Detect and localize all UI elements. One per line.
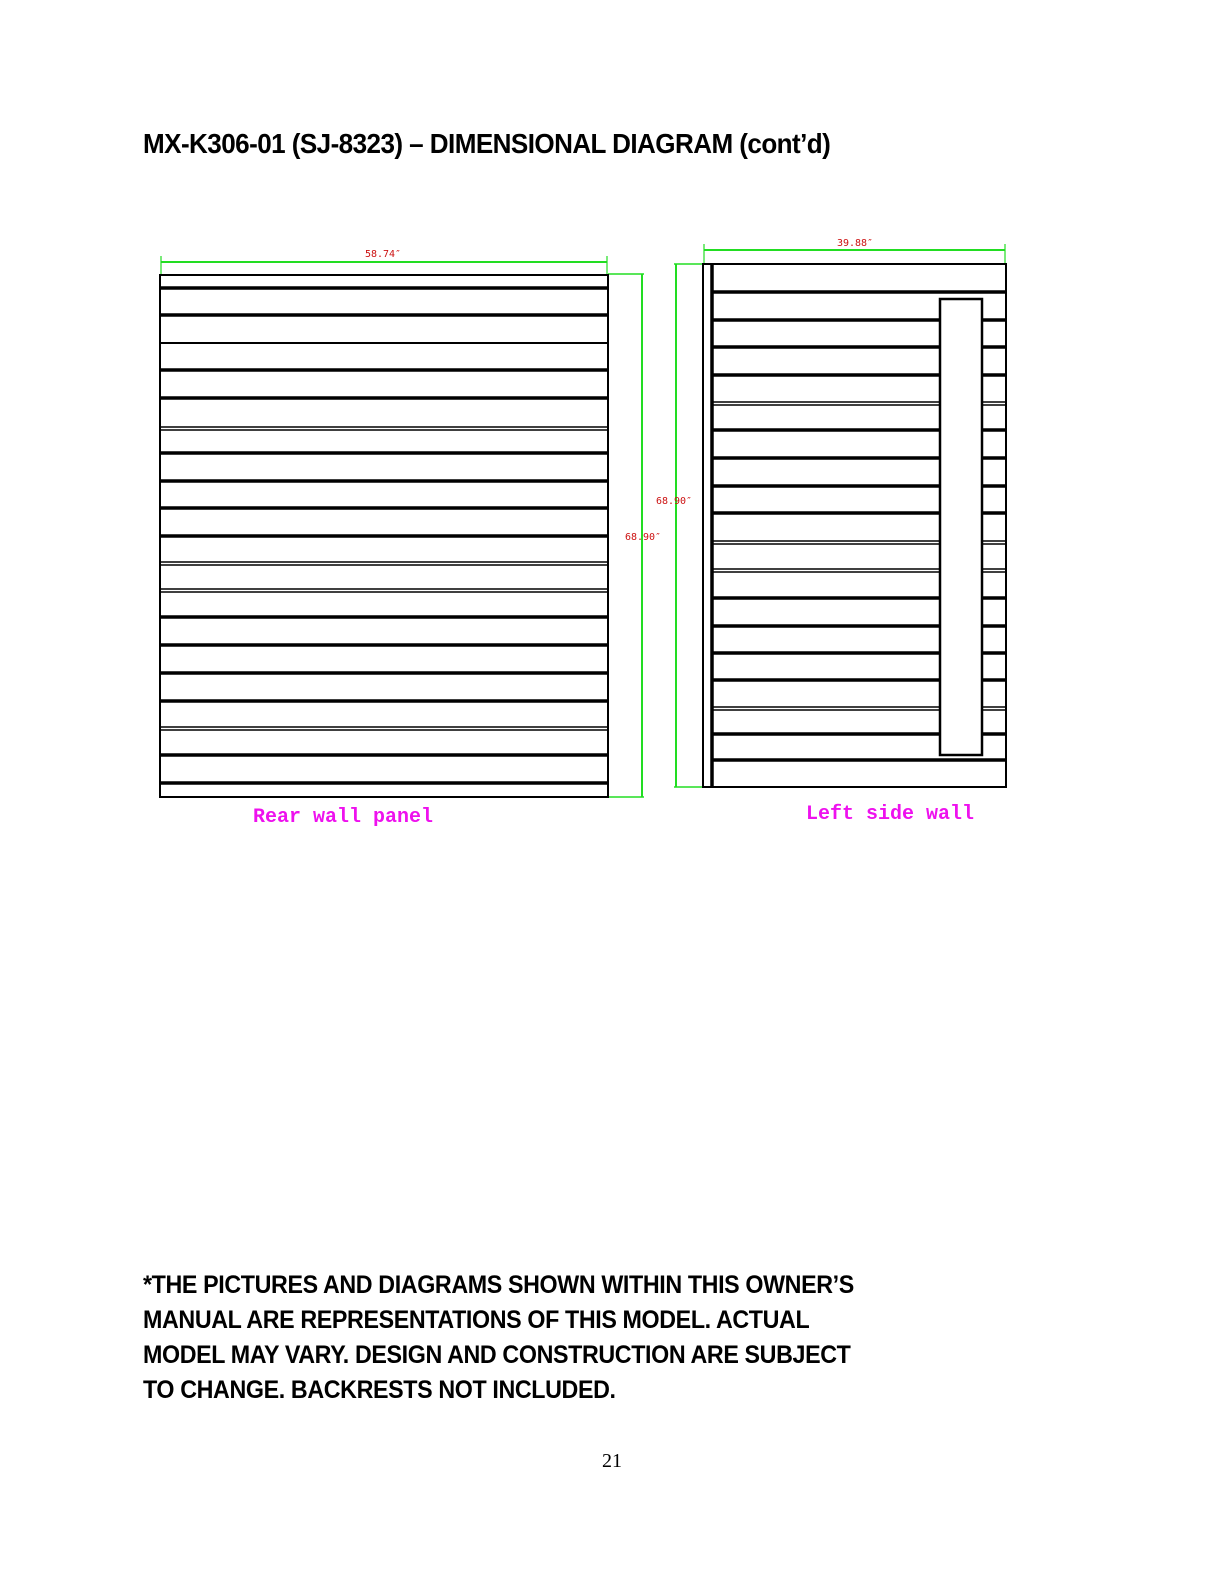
- disclaimer-line: MODEL MAY VARY. DESIGN AND CONSTRUCTION ARE SUBJECT: [143, 1341, 851, 1369]
- left-wall-height-label: 68.90″: [655, 496, 693, 507]
- rear-wall-label: Rear wall panel: [253, 806, 434, 829]
- left-wall-label: Left side wall: [806, 803, 975, 826]
- disclaimer-line: TO CHANGE. BACKRESTS NOT INCLUDED.: [143, 1376, 616, 1404]
- left-wall-height-dimension: [674, 264, 704, 787]
- left-wall-vertical-batten: [940, 299, 982, 755]
- rear-wall-width-label: 58.74″: [364, 249, 402, 260]
- page-number: 21: [602, 1450, 622, 1472]
- page-title: MX-K306-01 (SJ-8323) – DIMENSIONAL DIAGRAM (cont’d): [143, 128, 831, 159]
- disclaimer-line: *THE PICTURES AND DIAGRAMS SHOWN WITHIN THIS OWNER’S: [143, 1271, 854, 1299]
- rear-wall-panel-drawing: [160, 249, 661, 829]
- left-side-wall-drawing: [656, 238, 1006, 826]
- left-wall-width-label: 39.88″: [836, 238, 874, 249]
- rear-wall-height-label: 68.90″: [624, 532, 662, 543]
- disclaimer: [143, 1268, 1063, 1408]
- disclaimer-line: MANUAL ARE REPRESENTATIONS OF THIS MODEL. ACTUAL: [143, 1306, 810, 1334]
